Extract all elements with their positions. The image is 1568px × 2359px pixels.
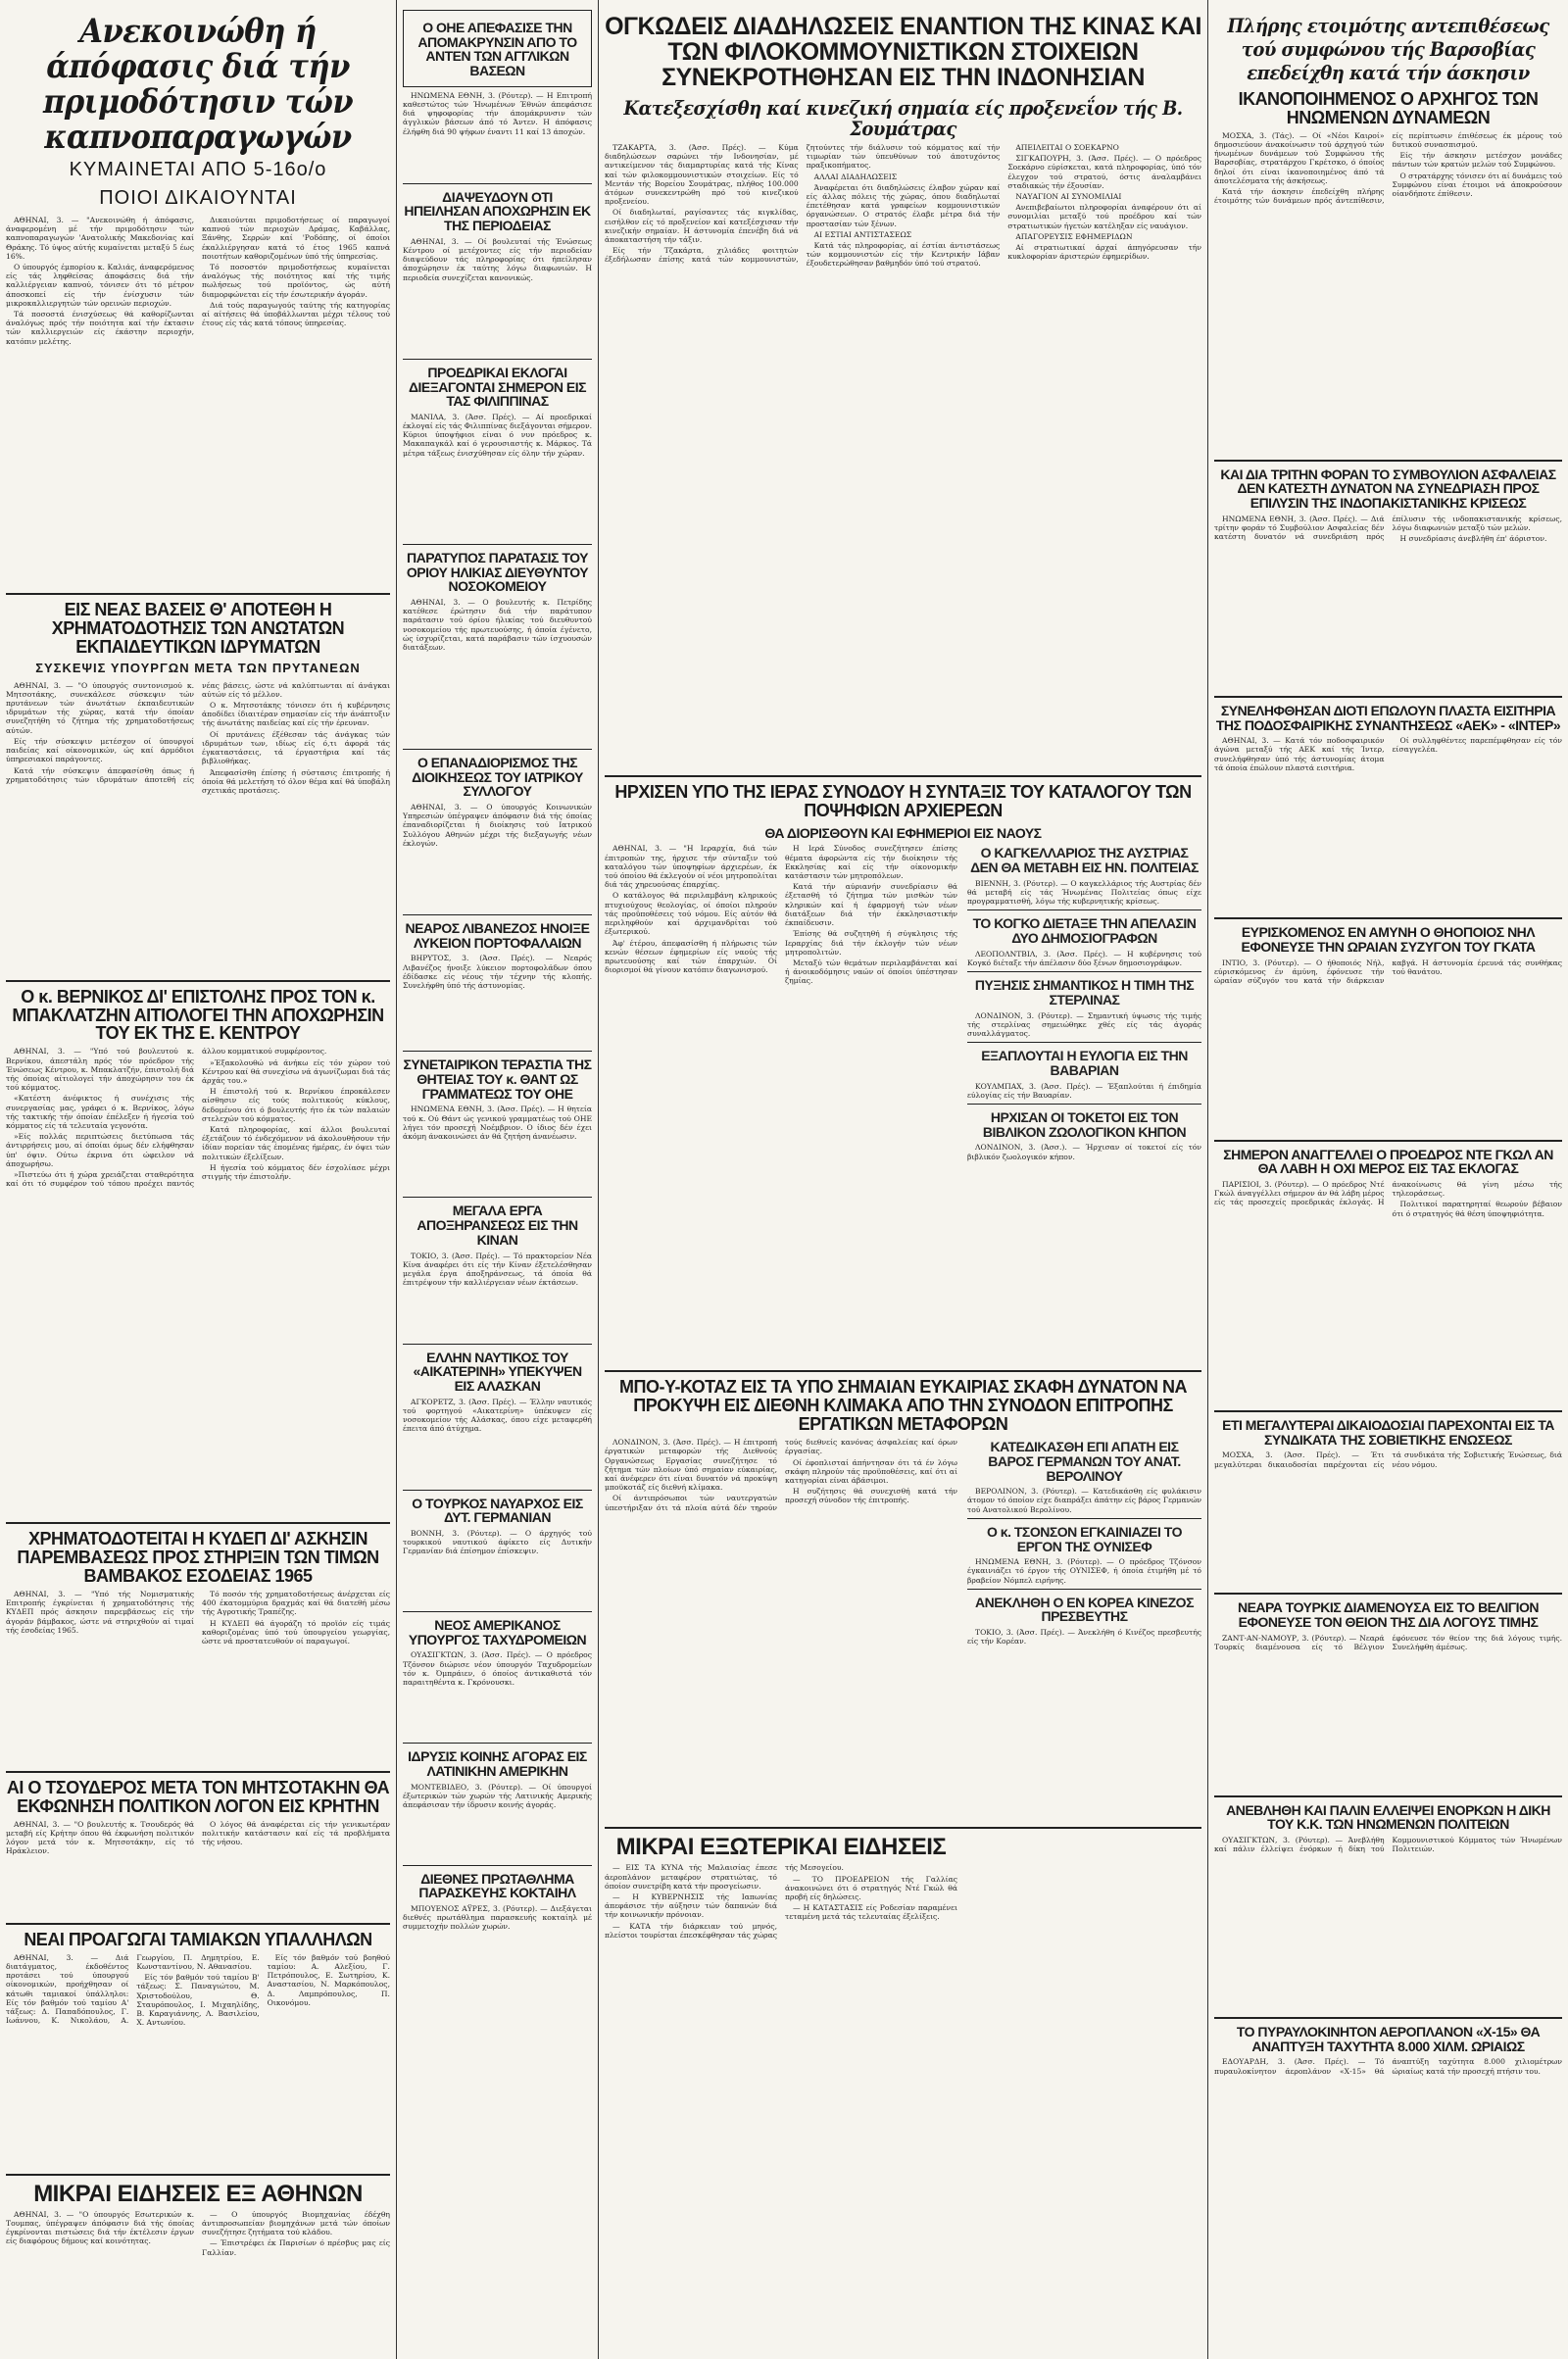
article-body: ΖΑΝΤ-ΑΝ-ΝΑΜΟΥΡ, 3. (Ρόυτερ). — Νεαρά Τουρκίς διαμένουσα είς τό Βέλγιον έφόνευσε τόν θείον της διά λόγους τιμής. Συνελήφθη άμέσως. <box>1214 1633 1562 1651</box>
subhead-congo: ΤΟ ΚΟΓΚΟ ΔΙΕΤΑΞΕ ΤΗΝ ΑΠΕΛΑΣΙΝ ΔΥΟ ΔΗΜΟΣΙΟΓΡΑΦΩΝ <box>972 915 1197 947</box>
headline-soviet-unions: ΕΤΙ ΜΕΓΑΛΥΤΕΡΑΙ ΔΙΚΑΙΟΔΟΣΙΑΙ ΠΑΡΕΧΟΝΤΑΙ ΕΙΣ ΤΑ ΣΥΝΔΙΚΑΤΑ ΤΗΣ ΣΟΒΙΕΤΙΚΗΣ ΕΝΩΣΕΩΣ <box>1222 1416 1554 1448</box>
subhead-unicef: Ο κ. ΤΣΟΝΣΟΝ ΕΓΚΑΙΝΙΑΖΕΙ ΤΟ ΕΡΓΟΝ ΤΗΣ ΟΥΝΙΣΕΦ <box>987 1523 1182 1554</box>
headline-postmaster: ΝΕΟΣ ΑΜΕΡΙΚΑΝΟΣ ΥΠΟΥΡΓΟΣ ΤΑΧΥΔΡΟΜΕΙΩΝ <box>408 1616 587 1647</box>
article-body: ΑΘΗΝΑΙ, 3. — "Ο ύπουργός συντονισμού κ. Μητσοτάκης, συνεκάλεσε σύσκεψιν τών πρυτάνεων τών άνωτάτων έκπαιδευτικών ιδρυμάτων τής χώρας, κατά τήν όποίαν συνεζητήθη τό ζήτημα τής χρηματοδοτήσεως αύτών. Είς τήν σύσκεψιν μετέσχον οί ύπουργοί παιδείας καί οίκονομικών, ώς καί άρμόδιοι ύπηρεσιακοί παράγοντες. Κατά τήν σύσκεψιν άπεφασίσθη όπως ή χρηματοδότησις τών ιδρυμάτων άποτεθή είς νέας βάσεις, ώστε νά καλύπτωνται αί άνάγκαι αύτών είς τό μέλλον. Ο κ. Μητσοτάκης τόνισεν ότι ή κυβέρνησις άποδίδει ίδιαιτέραν σημασίαν είς τήν άνάπτυξιν τής άνωτάτης παιδείας καί είς τήν έρευναν. Οί πρυτάνεις έξέθεσαν τάς άνάγκας τών ιδρυμάτων των, ιδίως είς ό,τι άφορά τάς έγκαταστάσεις, τά έργαστήρια καί τάς βιβλιοθήκας. Άπεφασίσθη έπίσης ή σύστασις έπιτροπής ή όποία θά μελετήση τό όλον θέμα καί θά ύποβάλη σχετικάς προτάσεις. <box>6 680 390 795</box>
article-body: ΜΟΝΤΕΒΙΔΕΟ, 3. (Ρόυτερ). — Οί ύπουργοί έξωτερικών τών χωρών τής Λατινικής Αμερικής άπεφάσισαν τήν ίδρυσιν κοινής άγοράς. <box>403 1782 592 1810</box>
article-body: ΗΝΩΜΕΝΑ ΕΘΝΗ, 3. (Άσσ. Πρές). — Διά τρίτην φοράν τό Συμβούλιον Ασφαλείας δέν κατέστη δυνατόν νά συνεδριάση πρός έπίλυσιν τής ινδοπακιστανικής κρίσεως, λόγω διαφωνιών μεταξύ τών μελών. Η συνεδρίασις άνεβλήθη έπ' άόριστον. <box>1214 514 1562 544</box>
column-3 <box>599 0 1207 2359</box>
headline-universities: ΕΙΣ ΝΕΑΣ ΒΑΣΕΙΣ Θ' ΑΠΟΤΕΘΗ Η ΧΡΗΜΑΤΟΔΟΤΗΣΙΣ ΤΩΝ ΑΝΩΤΑΤΩΝ ΕΚΠΑΙΔΕΥΤΙΚΩΝ ΙΔΡΥΜΑΤΩΝ <box>51 600 345 657</box>
article-body: ΒΗΡΥΤΟΣ, 3. (Άσσ. Πρές). — Νεαρός Λιβανέζος ήνοιξε λύκειον πορτοφολάδων όπου έδίδασκε είς νέους τήν τέχνην τής κλοπής. Συνελήφθη ύπό τής άστυνομίας. <box>403 954 592 990</box>
article-body: ΙΝΤΙΟ, 3. (Ρόυτερ). — Ο ήθοποιός Νήλ, εύρισκόμενος έν άμύνη, έφόνευσε τήν ώραίαν σύζυγόν του κατά τήν διάρκειαν καβγά. Η άστυνομία έρευνά τάς συνθήκας τού θανάτου. <box>1214 958 1562 985</box>
headline-actor: ΕΥΡΙΣΚΟΜΕΝΟΣ ΕΝ ΑΜΥΝΗ Ο ΘΗΟΠΟΙΟΣ ΝΗΛ ΕΦΟΝΕΥΣΕ ΤΗΝ ΩΡΑΙΑΝ ΣΥΖΥΓΟΝ ΤΟΥ ΓΚΑΤΑ <box>1241 924 1536 955</box>
article-body: ΑΓΚΟΡΕΤΖ, 3. (Άσσ. Πρές). — Έλλην ναυτικός τού φορτηγού «Αικατερίνη» ύπέκυψεν είς νοσοκομείον τής Αλάσκας, όπου είχε μεταφερθή έπειτα άπό άτύχημα. <box>403 1397 592 1434</box>
article-body: ΤΖΑΚΑΡΤΑ, 3. (Άσσ. Πρές). — Κύμα διαδηλώσεων σαρώνει τήν Ινδονησίαν, μέ αντικείμενον τάς διαμαρτυρίας κατά τής Κίνας καί τών φιλοκομμουνιστικών στοιχείων. Είς τό Μεντάν τής Βορείου Σουμάτρας, πλήθος 100.000 άτόμων συνεκεντρώθη πρό τού κινεζικού προξενείου. Οί διαδηλωταί, ραγίσαντες τάς κιγκλίδας, εισήλθον είς τό προξενείον καί κατεξέσχισαν τήν κινεζικήν σημαίαν. Η άστυνομία έπενέβη διά νά άποκαταστήση τήν τάξιν. Είς τήν Τζακάρτα, χιλιάδες φοιτητών έξεδήλωσαν έπίσης κατά τών κομμουνιστών, ζητούντες τήν διάλυσιν τού κόμματος καί τήν τιμωρίαν τών ύπευθύνων τού άποτυχόντος πραξικοπήματος. ΑΛΛΑΙ ΔΙΑΔΗΛΩΣΕΙΣ Άναφέρεται ότι διαδηλώσεις έλαβον χώραν καί είς άλλας πόλεις τής χώρας, όπου διαδηλωταί έπετέθησαν κατά γραφείων κομμουνιστικών όργανώσεων. Ο στρατός έλαβε μέτρα διά τήν προστασίαν τών ξένων. ΑΙ ΕΣΤΙΑΙ ΑΝΤΙΣΤΑΣΕΩΣ Κατά τάς πληροφορίας, αί έστίαι άντιστάσεως τών κομμουνιστών είς τήν Κεντρικήν Ιάβαν έξουδετερώθησαν βαθμηδόν ύπό τού στρατού. ΑΠΕΙΛΕΙΤΑΙ Ο ΣΟΕΚΑΡΝΟ ΣΙΓΚΑΠΟΥΡΗ, 3. (Άσσ. Πρές). — Ο πρόεδρος Σοεκάρνο εύρίσκεται, κατά πληροφορίας, ύπό τόν έλεγχον τού στρατού, όστις άναλαμβάνει σταδιακώς τήν έξουσίαν. ΝΑΥΑΓΙΟΝ ΑΙ ΣΥΝΟΜΙΛΙΑΙ Ανεπιβεβαίωτοι πληροφορίαι άναφέρουν ότι αί συνομιλίαι μεταξύ τού προέδρου καί τών στρατιωτικών ήγετών κατέληξαν είς ναυάγιον. ΑΠΑΓΟΡΕΥΣΙΣ ΕΦΗΜΕΡΙΔΩΝ Αί στρατιωτικαί άρχαί άπηγόρευσαν τήν κυκλοφορίαν άριστερών έφημερίδων. <box>605 143 1201 269</box>
article-body: ΠΑΡΙΣΙΟΙ, 3. (Ρόυτερ). — Ο πρόεδρος Ντέ Γκώλ άναγγέλλει σήμερον άν θά λάβη μέρος είς τάς προσεχείς προεδρικάς έκλογάς. Η άνακοίνωσις θά γίνη μέσω τής τηλεοράσεως. Πολιτικοί παρατηρηταί θεωρούν βέβαιον ότι ό στρατηγός θά θέση ύποψηφιότητα. <box>1214 1179 1562 1218</box>
article-body: ΑΘΗΝΑΙ, 3. — Ο βουλευτής κ. Πετρίδης κατέθεσε έρώτησιν διά τήν παράτυπον παράτασιν τού όρίου ήλικίας τού διευθυντού νοσοκομείου τής πρωτευούσης, ή όποία έγένετο, ώς ίσχυρίζεται, κατά παράβασιν τών ίσχυουσών διατάξεων. <box>403 597 592 652</box>
headline-admiral: Ο ΤΟΥΡΚΟΣ ΝΑΥΑΡΧΟΣ ΕΙΣ ΔΥΤ. ΓΕΡΜΑΝΙΑΝ <box>412 1495 583 1526</box>
headline-china-works: ΜΕΓΑΛΑ ΕΡΓΑ ΑΠΟΞΗΡΑΝΣΕΩΣ ΕΙΣ ΤΗΝ ΚΙΝΑΝ <box>416 1203 578 1248</box>
headline-kydep: ΧΡΗΜΑΤΟΔΟΤΕΙΤΑΙ Η ΚΥΔΕΠ ΔΙ' ΑΣΚΗΣΙΝ ΠΑΡΕΜΒΑΣΕΩΣ ΠΡΟΣ ΣΤΗΡΙΞΙΝ ΤΩΝ ΤΙΜΩΝ ΒΑΜΒΑΚΟΣ ΕΣΟΔΕΙΑΣ 1965 <box>17 1529 379 1587</box>
headline-tsouderos: ΑΙ Ο ΤΣΟΥΔΕΡΟΣ ΜΕΤΑ ΤΟΝ ΜΗΤΣΟΤΑΚΗΝ ΘΑ ΕΚΦΩΝΗΣΗ ΠΟΛΙΤΙΚΟΝ ΛΟΓΟΝ ΕΙΣ ΚΡΗΤΗΝ <box>6 1778 390 1816</box>
subhead-berlin: ΚΑΤΕΔΙΚΑΣΘΗ ΕΠΙ ΑΠΑΤΗ ΕΙΣ ΒΑΡΟΣ ΓΕΡΜΑΝΩΝ ΤΟΥ ΑΝΑΤ. ΒΕΡΟΛΙΝΟΥ <box>988 1439 1181 1484</box>
article-body: ΜΟΣΧΑ, 3. (Άσσ. Πρές). — Έτι μεγαλύτεραι δικαιοδοσίαι παρέχονται είς τά συνδικάτα τής Σοβιετικής Ένώσεως, διά νέου νόμου. <box>1214 1450 1562 1469</box>
article-body: ΟΥΑΣΙΓΚΤΩΝ, 3. (Ρόυτερ). — Άνεβλήθη καί πάλιν έλλείψει ένόρκων ή δίκη τού Κομμουνιστικού Κόμματος τών Ήνωμένων Πολιτειών. <box>1214 1836 1562 1854</box>
article-body: ΑΘΗΝΑΙ, 3. — "Υπό τής Νομισματικής Επιτροπής έγκρίνεται ή χρηματοδότησις τής ΚΥΔΕΠ πρός άσκησιν παρεμβάσεως είς τήν άγοράν βάμβακος, ώστε νά στηριχθούν αί τιμαί τής έσοδείας 1965. Τό ποσόν τής χρηματοδοτήσεως άνέρχεται είς 400 έκατομμύρια δραχμάς καί θά διατεθή μέσω τής Αγροτικής Τραπέζης. Η ΚΥΔΕΠ θά άγοράζη τό προϊόν είς τιμάς καθοριζομένας ύπό τού ύπουργείου γεωργίας, ώστε νά προστατευθούν οί παραγωγοί. <box>6 1590 390 1646</box>
headline-sailor: ΕΛΛΗΝ ΝΑΥΤΙΚΟΣ ΤΟΥ «ΑΙΚΑΤΕΡΙΝΗ» ΥΠΕΚΥΨΕΝ ΕΙΣ ΑΛΑΣΚΑΝ <box>413 1349 582 1394</box>
headline-philippines: ΠΡΟΕΔΡΙΚΑΙ ΕΚΛΟΓΑΙ ΔΙΕΞΑΓΟΝΤΑΙ ΣΗΜΕΡΟΝ ΕΙΣ ΤΑΣ ΦΙΛΙΠΠΙΝΑΣ <box>408 364 587 410</box>
subhead-bavaria: ΕΞΑΠΛΟΥΤΑΙ Η ΕΥΛΟΓΙΑ ΕΙΣ ΤΗΝ ΒΑΒΑΡΙΑΝ <box>981 1048 1188 1078</box>
article-body: ΗΝΩΜΕΝΑ ΕΘΝΗ, 3. (Άσσ. Πρές). — Η θητεία τού κ. Ού Θάντ ώς γενικού γραμματέως τού ΟΗΕ λήγει τόν προσεχή Νοέμβριον. Ο ίδιος δέν έχει άκόμη άνακοινώσει άν θά ζητήση άνανέωσιν. <box>403 1105 592 1142</box>
article-body: ΗΝΩΜΕΝΑ ΕΘΝΗ, 3. (Ρόυτερ). — Η Επιτροπή καθεστώτος τών Ήνωμένων Έθνών άπεφάσισε διά ψηφοφορίας τήν άπομάκρυνσιν τών άγγλικών βάσεων άπό τό Άντεν. Η άπόφασις έλήφθη διά 90 ψήφων έναντι 11 καί 13 άποχών. <box>403 90 592 136</box>
headline-lebanese: ΝΕΑΡΟΣ ΛΙΒΑΝΕΖΟΣ ΗΝΟΙΞΕ ΛΥΚΕΙΟΝ ΠΟΡΤΟΦΑΛΑΙΩΝ <box>405 920 590 951</box>
headline-thant: ΣΥΝΕΤΑΙΡΙΚΟΝ ΤΕΡΑΣΤΙΑ ΤΗΣ ΘΗΤΕΙΑΣ ΤΟΥ κ. ΘΑΝΤ ΩΣ ΓΡΑΜΜΑΤΕΩΣ ΤΟΥ ΟΗΕ <box>403 1057 592 1102</box>
subhead-flag: Κατεξεσχίσθη καί κινεζική σημαία είς προξενεΐον τής Β. Σουμάτρας <box>623 96 1183 140</box>
article-body: ΑΘΗΝΑΙ, 3. — Κατά τόν ποδοσφαιρικόν άγώνα μεταξύ τής ΑΕΚ καί τής Ίντερ, συνελήφθησαν ύπό τής άστυνομίας άτομα τά όποία έπώλουν πλαστά εισιτήρια. Οί συλληφθέντες παρεπέμφθησαν είς τόν είσαγγελέα. <box>1214 736 1562 772</box>
article-body: ΜΠΟΥΕΝΟΣ ΑΫΡΕΣ, 3. (Ρόυτερ). — Διεξάγεται διεθνές πρωτάθλημα παρασκευής κοκταίηλ μέ συμμετοχήν πολλών χωρών. <box>403 1904 592 1932</box>
headline-boycott: ΜΠΟ-Υ-ΚΟΤΑΖ ΕΙΣ ΤΑ ΥΠΟ ΣΗΜΑΙΑΝ ΕΥΚΑΙΡΙΑΣ ΣΚΑΦΗ ΔΥΝΑΤΟΝ ΝΑ ΠΡΟΚΥΨΗ ΕΙΣ ΔΙΕΘΝΗ ΚΛΙΜΑΚΑ ΑΠΟ ΤΗΝ ΣΥΝΟΔΟΝ ΕΠΙΤΡΟΠΗΣ ΕΡΓΑΤΙΚΩΝ ΜΕΤΑΦΟΡΩΝ <box>619 1377 1187 1435</box>
headline-x15: ΤΟ ΠΥΡΑΥΛΟΚΙΝΗΤΟΝ ΑΕΡΟΠΛΑΝΟΝ «Χ-15» ΘΑ ΑΝΑΠΤΥΞΗ ΤΑΧΥΤΗΤΑ 8.000 ΧΙΛΜ. ΩΡΙΑΙΩΣ <box>1236 2024 1541 2054</box>
headline-cocktail: ΔΙΕΘΝΕΣ ΠΡΩΤΑΘΛΗΜΑ ΠΑΡΑΣΚΕΥΗΣ ΚΟΚΤΑΙΗΛ <box>418 1870 576 1901</box>
headline-security-council: ΚΑΙ ΔΙΑ ΤΡΙΤΗΝ ΦΟΡΑΝ ΤΟ ΣΥΜΒΟΥΛΙΟΝ ΑΣΦΑΛΕΙΑΣ ΔΕΝ ΚΑΤΕΣΤΗ ΔΥΝΑΤΟΝ ΝΑ ΣΥΝΕΔΡΙΑΣΗ ΠΡΟΣ ΕΠΙΛΥΣΙΝ ΤΗΣ ΙΝΔΟΠΑΚΙΣΤΑΝΙΚΗΣ ΚΡΙΣΕΩΣ <box>1220 466 1556 512</box>
article-body: ΛΟΝΔΙΝΟΝ, 3. (Άσσ. Πρές). — Η έπιτροπή έργατικών μεταφορών τής Διεθνούς Οργανώσεως Εργασίας συνεζήτησε τό ζήτημα τών πλοίων ύπό σημαίαν εύκαιρίας, καί άνέφερεν ότι είναι δυνατόν νά προκύψη μποϋκοτάζ είς διεθνή κλίμακα. Οί άντιπρόσωποι τών ναυτεργατών ύπεστήριξαν ότι τά πλοία αύτά δέν τηρούν τούς διεθνείς κανόνας άσφαλείας καί όρων έργασίας. Οί έφοπλισταί άπήντησαν ότι τά έν λόγω σκάφη πληρούν τάς προϋποθέσεις, καί ότι αί κατηγορίαι είναι άβάσιμοι. Η συζήτησις θά συνεχισθή κατά τήν προσεχή σύνοδον τής έπιτροπής. <box>605 1438 957 1512</box>
article-body: ΑΘΗΝΑΙ, 3. — Διά διατάγματος, έκδοθέντος προτάσει τού ύπουργού οίκονομικών, προήχθησαν οί κάτωθι ταμιακοί ύπάλληλοι: Είς τόν βαθμόν τού ταμίου Α' τάξεως: Δ. Παπαδόπουλος, Γ. Ιωάννου, Κ. Νικολάου, Α. Γεωργίου, Π. Δημητρίου, Ε. Κωνσταντίνου, Ν. Αθανασίου. Είς τόν βαθμόν τού ταμίου Β' τάξεως: Σ. Παναγιώτου, Μ. Χριστοδούλου, Θ. Σταυρόπουλος, Ι. Μιχαηλίδης, Β. Καραγιάννης, Λ. Βασιλείου, Χ. Αντωνίου. Είς τόν βαθμόν τού βοηθού ταμίου: Α. Αλεξίου, Γ. Πετρόπουλος, Ε. Σωτηρίου, Κ. Αναστασίου, Ν. Μαρκόπουλος, Δ. Λαμπρόπουλος, Π. Οικονόμου. <box>6 1952 390 2028</box>
article-body: ΑΘΗΝΑΙ, 3. — Οί βουλευταί τής Ένώσεως Κέντρου οί μετέχοντες είς τήν περιοδείαν διαψεύδουν τάς πληροφορίας ότι ήπείλησαν άποχώρησιν έκ ταύτης λόγω διαφωνιών. Η περιοδεία συνεχίζεται κανονικώς. <box>403 236 592 282</box>
subhead-ministers: ΣΥΣΚΕΨΙΣ ΥΠΟΥΡΓΩΝ ΜΕΤΑ ΤΩΝ ΠΡΥΤΑΝΕΩΝ <box>35 660 361 675</box>
article-body: ΜΟΣΧΑ, 3. (Τάς). — Οί «Νέοι Καιροί» δημοσιεύουν άνακοίνωσιν τού άρχηγού τών ήνωμένων δυνάμεων τού Συμφώνου τής Βαρσοβίας, στρατάρχου Γκρέτσκο, ό όποίος δηλοί ότι είναι ίκανοποιημένος άπό τά άποτελέσματα τής άσκήσεως. Κατά τήν άσκησιν έπεδείχθη πλήρης έτοιμότης τών δυνάμεων πρός άντεπίθεσιν, είς περίπτωσιν έπιθέσεως έκ μέρους τού δυτικού συνασπισμού. Είς τήν άσκησιν μετέσχον μονάδες πάντων τών κρατών μελών τού Συμφώνου. Ο στρατάρχης τόνισεν ότι αί δυνάμεις τού Συμφώνου είναι έτοιμοι νά άποκρούσουν οίανδήποτε έπίθεσιν. <box>1214 130 1562 206</box>
subhead-zoo: ΗΡΧΙΣΑΝ ΟΙ ΤΟΚΕΤΟΙ ΕΙΣ ΤΟΝ ΒΙΒΛΙΚΟΝ ΖΩΟΛΟΓΙΚΟΝ ΚΗΠΟΝ <box>982 1109 1187 1140</box>
article-body: ΒΟΝΝΗ, 3. (Ρόυτερ). — Ο άρχηγός τού τουρκικού ναυτικού άφίκετο είς Δυτικήν Γερμανίαν διά έπίσημον έπίσκεψιν. <box>403 1528 592 1556</box>
headline-hospital: ΠΑΡΑΤΥΠΟΣ ΠΑΡΑΤΑΣΙΣ ΤΟΥ ΟΡΙΟΥ ΗΛΙΚΙΑΣ ΔΙΕΥΘΥΝΤΟΥ ΝΟΣΟΚΟΜΕΙΟΥ <box>406 549 589 595</box>
headline-warsaw: Πλήρης ετοιμότης αντεπιθέσεως τού συμφώνου τής Βαρσοβίας επεδείχθη κατά τήν άσκησιν <box>1227 14 1549 84</box>
headline-trial: ΑΝΕΒΛΗΘΗ ΚΑΙ ΠΑΛΙΝ ΕΛΛΕΙΨΕΙ ΕΝΟΡΚΩΝ Η ΔΙΚΗ ΤΟΥ Κ.Κ. ΤΩΝ ΗΝΩΜΕΝΩΝ ΠΟΛΙΤΕΙΩΝ <box>1226 1801 1550 1833</box>
headline-tickets: ΣΥΝΕΛΗΦΘΗΣΑΝ ΔΙΟΤΙ ΕΠΩΛΟΥΝ ΠΛΑΣΤΑ ΕΙΣΙΤΗΡΙΑ ΤΗΣ ΠΟΔΟΣΦΑΙΡΙΚΗΣ ΣΥΝΑΝΤΗΣΕΩΣ «ΑΕΚ» - «ΙΝΤΕΡ» <box>1215 702 1561 733</box>
headline-aden: Ο ΟΗΕ ΑΠΕΦΑΣΙΣΕ ΤΗΝ ΑΠΟΜΑΚΡΥΝΣΙΝ ΑΠΟ ΤΟ ΑΝΤΕΝ ΤΩΝ ΑΓΓΛΙΚΩΝ ΒΑΣΕΩΝ <box>417 20 577 79</box>
subhead-korea: ΑΝΕΚΛΗΘΗ Ο ΕΝ ΚΟΡΕΑ ΚΙΝΕΖΟΣ ΠΡΕΣΒΕΥΤΗΣ <box>975 1594 1194 1625</box>
article-body: ΕΔΟΥΑΡΔΗ, 3. (Άσσ. Πρές). — Τό πυραυλοκίνητον άεροπλάνον «Χ-15» θά άναπτύξη ταχύτητα 8.000 χιλιομέτρων ώριαίως κατά τήν προσεχή πτήσιν του. <box>1214 2057 1562 2076</box>
article-body: — ΕΙΣ ΤΑ ΚΥΝΑ τής Μαλαισίας έπεσε άεροπλάνον μεταφέρον στρατιώτας, τό όποίον συνετρίβη κατά τήν προσγείωσιν. — Η ΚΥΒΕΡΝΗΣΙΣ τής Ιαπωνίας άπεφάσισε τήν αύξησιν τών δαπανών διά τήν κοινωνικήν πρόνοιαν. — ΚΑΤΑ τήν διάρκειαν τού μηνός, πλείστοι τουρίσται έπεσκέφθησαν τάς χώρας τής Μεσογείου. — ΤΟ ΠΡΟΕΔΡΕΙΟΝ τής Γαλλίας άνακοινώνει ότι ό στρατηγός Ντέ Γκώλ θά προβή είς δηλώσεις. — Η ΚΑΤΑΣΤΑΣΙΣ είς Ροδεσίαν παραμένει τεταμένη μετά τάς τελευταίας έξελίξεις. <box>605 1863 957 1940</box>
headline-promotions: ΝΕΑΙ ΠΡΟΑΓΩΓΑΙ ΤΑΜΙΑΚΩΝ ΥΠΑΛΛΗΛΩΝ <box>24 1929 372 1949</box>
article-body: ΚΑΤΕΔΙΚΑΣΘΗ ΕΠΙ ΑΠΑΤΗ ΕΙΣ ΒΑΡΟΣ ΓΕΡΜΑΝΩΝ ΤΟΥ ΑΝΑΤ. ΒΕΡΟΛΙΝΟΥ ΒΕΡΟΛΙΝΟΝ, 3. (Ρόυτερ). — Κατεδικάσθη είς φυλάκισιν άτομον τό όποίον είχε διαπράξει άπάτην είς βάρος Γερμανών τού Ανατολικού Βερολίνου. Ο κ. ΤΣΟΝΣΟΝ ΕΓΚΑΙΝΙΑΖΕΙ ΤΟ ΕΡΓΟΝ ΤΗΣ ΟΥΝΙΣΕΦ ΗΝΩΜΕΝΑ ΕΘΝΗ, 3. (Ρόυτερ). — Ο πρόεδρος Τζόνσον έγκαινιάζει τό έργον τής ΟΥΝΙΣΕΦ, ή όποία έτιμήθη μέ τό βραβείον Νόμπελ ειρήνης. ΑΝΕΚΛΗΘΗ Ο ΕΝ ΚΟΡΕΑ ΚΙΝΕΖΟΣ ΠΡΕΣΒΕΥΤΗΣ ΤΟΚΙΟ, 3. (Άσσ. Πρές). — Άνεκλήθη ό Κινέζος πρεσβευτής είς τήν Κορέαν. <box>967 1439 1201 1646</box>
column-4 <box>1208 0 1568 2359</box>
article-body: ΑΘΗΝΑΙ, 3. — "Ο βουλευτής κ. Τσουδερός θά μεταβή είς Κρήτην όπου θά έκφωνήση πολιτικόν λόγον μετά τόν κ. Μητσοτάκην, είς τό Ηράκλειον. Ο λόγος θά άναφέρεται είς τήν γενικωτέραν πολιτικήν κατάστασιν καί είς τά προβλήματα τής νήσου. <box>6 1819 390 1856</box>
headline-indonesia: ΟΓΚΩΔΕΙΣ ΔΙΑΔΗΛΩΣΕΙΣ ΕΝΑΝΤΙΟΝ ΤΗΣ ΚΙΝΑΣ ΚΑΙ ΤΩΝ ΦΙΛΟΚΟΜΜΟΥΝΙΣΤΙΚΩΝ ΣΤΟΙΧΕΙΩΝ ΣΥΝΕΚΡΟΤΗΘΗΣΑΝ ΕΙΣ ΤΗΝ ΙΝΔΟΝΗΣΙΑΝ <box>605 13 1201 91</box>
headline-foreign-news: ΜΙΚΡΑΙ ΕΞΩΤΕΡΙΚΑΙ ΕΙΔΗΣΕΙΣ <box>615 1834 947 1861</box>
headline-tour: ΔΙΑΨΕΥΔΟΥΝ ΟΤΙ ΗΠΕΙΛΗΣΑΝ ΑΠΟΧΩΡΗΣΙΝ ΕΚ ΤΗΣ ΠΕΡΙΟΔΕΙΑΣ <box>404 188 591 234</box>
headline-synod: ΗΡΧΙΣΕΝ ΥΠΟ ΤΗΣ ΙΕΡΑΣ ΣΥΝΟΔΟΥ Η ΣΥΝΤΑΞΙΣ ΤΟΥ ΚΑΤΑΛΟΓΟΥ ΤΩΝ ΠΟΨΗΦΙΩΝ ΑΡΧΙΕΡΕΩΝ <box>614 782 1192 820</box>
article-body: ΑΘΗΝΑΙ, 3. — "Ο ύπουργός Εσωτερικών κ. Τουμπας, ύπέγραψεν άπόφασιν διά τής όποίας έγκρίνονται πιστώσεις διά τήν έκτέλεσιν έργων είς διαφόρους δήμους καί κοινότητας. — Ο ύπουργός Βιομηχανίας έδέχθη άντιπροσωπείαν βιομηχάνων μετά τών όποίων συνεζήτησε ζητήματα τού κλάδου. — Έπιστρέφει έκ Παρισίων ό πρέσβυς μας είς Γαλλίαν. <box>6 2209 390 2257</box>
column-2 <box>397 0 598 2359</box>
subhead-chancellor: Ο ΚΑΓΚΕΛΛΑΡΙΟΣ ΤΗΣ ΑΥΣΤΡΙΑΣ ΔΕΝ ΘΑ ΜΕΤΑΒΗ ΕΙΣ ΗΝ. ΠΟΛΙΤΕΙΑΣ <box>970 845 1199 876</box>
article-body: ΟΥΑΣΙΓΚΤΩΝ, 3. (Άσσ. Πρές). — Ο πρόεδρος Τζόνσον διώρισε νέον ύπουργόν Ταχυδρομείων τόν κ. Όμπράιεν, ό όποίος άντικαθιστά τόν παραιτηθέντα κ. Γκρόνουσκι. <box>403 1650 592 1687</box>
headline-vernikos: Ο κ. ΒΕΡΝΙΚΟΣ ΔΙ' ΕΠΙΣΤΟΛΗΣ ΠΡΟΣ ΤΟΝ κ. ΜΠΑΚΛΑΤΖΗΝ ΑΙΤΙΟΛΟΓΕΙ ΤΗΝ ΑΠΟΧΩΡΗΣΙΝ ΤΟΥ ΕΚ ΤΗΣ Ε. ΚΕΝΤΡΟΥ <box>12 986 384 1044</box>
headline-turkish-girl: ΝΕΑΡΑ ΤΟΥΡΚΙΣ ΔΙΑΜΕΝΟΥΣΑ ΕΙΣ ΤΟ ΒΕΛΙΓΙΟΝ ΕΦΟΝΕΥΣΕ ΤΟΝ ΘΕΙΟΝ ΤΗΣ ΔΙΑ ΛΟΓΟΥΣ ΤΙΜΗΣ <box>1237 1599 1540 1631</box>
article-body: ΑΘΗΝΑΙ, 3. — Ο ύπουργός Κοινωνικών Υπηρεσιών ύπέγραψεν άπόφασιν διά τής όποίας έπαναδιορίζεται ή διοίκησις τού Ιατρικού Συλλόγου Αθηνών μέχρι τής διεξαγωγής νέων έκλογών. <box>403 803 592 848</box>
headline-tobacco: Ανεκοινώθη ή άπόφασις διά τήν πριμοδότησιν τών καπνοπαραγωγών <box>42 12 354 157</box>
headline-degaulle: ΣΗΜΕΡΟΝ ΑΝΑΓΓΕΛΛΕΙ Ο ΠΡΟΕΔΡΟΣ ΝΤΕ ΓΚΩΛ ΑΝ ΘΑ ΛΑΒΗ Η ΟΧΙ ΜΕΡΟΣ ΕΙΣ ΤΑΣ ΕΚΛΟΓΑΣ <box>1223 1146 1553 1177</box>
subhead-sterling: ΠΥΞΗΣΙΣ ΣΗΜΑΝΤΙΚΟΣ Η ΤΙΜΗ ΤΗΣ ΣΤΕΡΛΙΝΑΣ <box>974 977 1195 1007</box>
subhead-commander: ΙΚΑΝΟΠΟΙΗΜΕΝΟΣ Ο ΑΡΧΗΓΟΣ ΤΩΝ ΗΝΩΜΕΝΩΝ ΔΥΝΑΜΕΩΝ <box>1238 89 1539 127</box>
article-body: ΑΘΗΝΑΙ, 3. — "Υπό τού βουλευτού κ. Βερνίκου, άπεστάλη πρός τόν πρόεδρον τής Ένώσεως Κέντρου, κ. Μπακλατζήν, έπιστολή διά τής όποίας αίτιολογεί τήν άποχώρησιν του έκ τού κόμματος. «Κατέστη άνέφικτος ή συνέχισις τής συνεργασίας μας, γράφει ό κ. Βερνίκος, λόγω τής τακτικής τήν όποίαν έπέλεξεν ή ήγεσία τού κόμματος είς τά τελευταία γεγονότα. »Είς πολλάς περιπτώσεις διετύπωσα τάς άντιρρήσεις μου, αί όποίαι όμως δέν ελήφθησαν ύπ' όψιν. Ούτω έκρινα ότι ώφειλον νά άποχωρήσω. »Πιστεύω ότι ή χώρα χρειάζεται σταθερότητα καί ότι τό συμφέρον τού τόπου προέχει παντός άλλου κομματικού συμφέροντος. »Έξακολουθώ νά άνήκω είς τόν χώρον τού Κέντρου καί θά συνεχίσω νά άγωνίζωμαι διά τάς άρχάς του.» Η έπιστολή τού κ. Βερνίκου έπροκάλεσεν αίσθησιν είς τούς πολιτικούς κύκλους, δεδομένου ότι ό βουλευτής ήτο έκ τών παλαιών στελεχών τού κόμματος. Κατά πληροφορίας, καί άλλοι βουλευταί έξετάζουν τό ένδεχόμενον νά άκολουθήσουν τήν ίδίαν πορείαν τάς έπομένας ήμέρας, έν όψει τών πολιτικών έξελίξεων. Η ήγεσία τού κόμματος δέν έσχολίασε μέχρι στιγμής τήν έπιστολήν. <box>6 1047 390 1189</box>
article-body: ΑΘΗΝΑΙ, 3. — "Η Ιεραρχία, διά τών έπιτροπών της, ήρχισε τήν σύνταξιν τού καταλόγου τών ύποψηφίων άρχιερέων, έκ τού όποίου θά έκλεγούν οί νέοι μητροπολίται διά τάς χηρευούσας έπαρχίας. Ο κατάλογος θά περιλαμβάνη κληρικούς πτυχιούχους θεολογίας, οί όποίοι πληρούν τάς προϋποθέσεις τού νόμου. Είς αύτόν θά περιληφθούν καί άρχιμανδρίται τού έξωτερικού. Άφ' έτέρου, άπεφασίσθη ή πλήρωσις τών κενών θέσεων έφημερίων είς ναούς τής πρωτευούσης καί τών έπαρχιών. Οί διορισμοί θά γίνουν κατόπιν διαγωνισμού. Η Ιερά Σύνοδος συνεζήτησεν έπίσης θέματα άφορώντα είς τήν διοίκησιν τής Εκκλησίας καί είς τήν οίκονομικήν κατάστασιν τών μητροπόλεων. Κατά τήν αύριανήν συνεδρίασιν θά έξετασθή τό ζήτημα τών μισθών τών κληρικών καί ή έφαρμογή τών νέων διατάξεων διά τήν έκκλησιαστικήν έκπαίδευσιν. Έπίσης θά συζητηθή ή σύγκλησις τής Ιεραρχίας διά τήν έκλογήν τών νέων μητροπολιτών. Μεταξύ τών θεμάτων περιλαμβάνεται καί ή άνοικοδόμησις ναών οί όποίοι ύπέστησαν ζημίας. <box>605 844 957 986</box>
article-body: ΜΑΝΙΛΑ, 3. (Άσσ. Πρές). — Αί προεδρικαί έκλογαί είς τάς Φιλιππίνας διεξάγονται σήμερον. Κύριοι ύποψήφιοι είναι ό νυν πρόεδρος κ. Μακαπαγκάλ καί ό γερουσιαστής κ. Μάρκος. Τά μέτρα τάξεως ένισχύθησαν είς όλην τήν χώραν. <box>403 412 592 458</box>
subhead-who: ΠΟΙΟΙ ΔΙΚΑΙΟΥΝΤΑΙ <box>99 187 297 209</box>
article-body: ΑΘΗΝΑΙ, 3. — "Ανεκοινώθη ή άπόφασις, άναφερομένη μέ τήν πριμοδότησιν τών καπνοπαραγωγών 'Ανατολικής Μακεδονίας καί Θράκης. Τό ύψος αύτής κυμαίνεται μεταξύ 5 έως 16%. Ο ύπουργός έμπορίου κ. Καλιάς, άναφερόμενος είς τάς ληφθείσας άποφάσεις διά τήν καλλιέργειαν καπνού, τόνισεν ότι τό μέτρον άποσκοπεί είς τήν ένίσχυσιν τών μικροκαλλιεργητών τών ορεινών περιοχών. Τά ποσοστά ένισχύσεως θά καθορίζωνται άναλόγως πρός τήν ποιότητα καί τήν έκτασιν τών καλλιεργειών είς έκάστην περιοχήν, κατόπιν μελέτης. Δικαιούνται πριμοδοτήσεως οί παραγωγοί καπνού τών περιοχών Δράμας, Καβάλλας, Ξάνθης, Σερρών καί 'Ροδόπης, οί όποίοι έκαλλιέργησαν κατά τό έτος 1965 καπνά ποιοτήτων καθοριζομένων ύπό τής ύπηρεσίας. Τό ποσοστόν πριμοδοτήσεως κυμαίνεται άναλόγως τής ποιότητος καί τής τιμής πωλήσεως τού προϊόντος, ώς αύτή διαμορφώνεται είς τήν έσωτερικήν άγοράν. Διά τούς παραγωγούς ταύτης τής κατηγορίας αί αίτήσεις θά ύποβάλλωνται μέχρι τέλους τού έτους είς τάς κατά τόπους ύπηρεσίας. <box>6 216 390 346</box>
column-1 <box>0 0 396 2359</box>
headline-medical: Ο ΕΠΑΝΑΔΙΟΡΙΣΜΟΣ ΤΗΣ ΔΙΟΙΚΗΣΕΩΣ ΤΟΥ ΙΑΤΡΙΚΟΥ ΣΥΛΛΟΓΟΥ <box>412 754 583 800</box>
headline-small-news: ΜΙΚΡΑΙ ΕΙΔΗΣΕΙΣ ΕΞ ΑΘΗΝΩΝ <box>33 2180 363 2207</box>
article-body: ΤΟΚΙΟ, 3. (Άσσ. Πρές). — Τό πρακτορείον Νέα Κίνα άναφέρει ότι είς τήν Κίναν έξετελέσθησαν μεγάλα έργα άποξηράνσεως, τά όποία θά έπιτρέψουν τήν καλλιέργειαν νέων έκτάσεων. <box>403 1251 592 1288</box>
subhead-priests: ΘΑ ΔΙΟΡΙΣΘΟΥΝ ΚΑΙ ΕΦΗΜΕΡΙΟΙ ΕΙΣ ΝΑΟΥΣ <box>764 824 1042 841</box>
headline-latin-market: ΙΔΡΥΣΙΣ ΚΟΙΝΗΣ ΑΓΟΡΑΣ ΕΙΣ ΛΑΤΙΝΙΚΗΝ ΑΜΕΡΙΚΗΝ <box>408 1748 587 1779</box>
article-body: Ο ΚΑΓΚΕΛΛΑΡΙΟΣ ΤΗΣ ΑΥΣΤΡΙΑΣ ΔΕΝ ΘΑ ΜΕΤΑΒΗ ΕΙΣ ΗΝ. ΠΟΛΙΤΕΙΑΣ ΒΙΕΝΝΗ, 3. (Ρόυτερ). — Ο καγκελλάριος τής Αυστρίας δέν θά μεταβή είς τάς Ήνωμένας Πολιτείας όπως είχε προγραμματισθή, λόγω τής κυβερνητικής κρίσεως. ΤΟ ΚΟΓΚΟ ΔΙΕΤΑΞΕ ΤΗΝ ΑΠΕΛΑΣΙΝ ΔΥΟ ΔΗΜΟΣΙΟΓΡΑΦΩΝ ΛΕΟΠΟΛΝΤΒΙΛ, 3. (Άσσ. Πρές). — Η κυβέρνησις τού Κογκό διέταξε τήν άπέλασιν δύο ξένων δημοσιογράφων. ΠΥΞΗΣΙΣ ΣΗΜΑΝΤΙΚΟΣ Η ΤΙΜΗ ΤΗΣ ΣΤΕΡΛΙΝΑΣ ΛΟΝΔΙΝΟΝ, 3. (Ρόυτερ). — Σημαντική ύψωσις τής τιμής τής στερλίνας σημειώθηκε χθές είς τάς άγοράς συναλλάγματος. ΕΞΑΠΛΟΥΤΑΙ Η ΕΥΛΟΓΙΑ ΕΙΣ ΤΗΝ ΒΑΒΑΡΙΑΝ ΚΟΥΛΜΠΑΧ, 3. (Άσσ. Πρές). — Έξαπλούται ή έπιδημία εύλογίας είς τήν Βαυαρίαν. ΗΡΧΙΣΑΝ ΟΙ ΤΟΚΕΤΟΙ ΕΙΣ ΤΟΝ ΒΙΒΛΙΚΟΝ ΖΩΟΛΟΓΙΚΟΝ ΚΗΠΟΝ ΛΟΝΔΙΝΟΝ, 3. (Άσσ.). — Ήρχισαν οί τοκετοί είς τόν βιβλικόν ζωολογικόν κήπον. <box>967 845 1201 1161</box>
subhead-percentage: ΚΥΜΑΙΝΕΤΑΙ ΑΠΟ 5-16ο/ο <box>69 159 327 180</box>
